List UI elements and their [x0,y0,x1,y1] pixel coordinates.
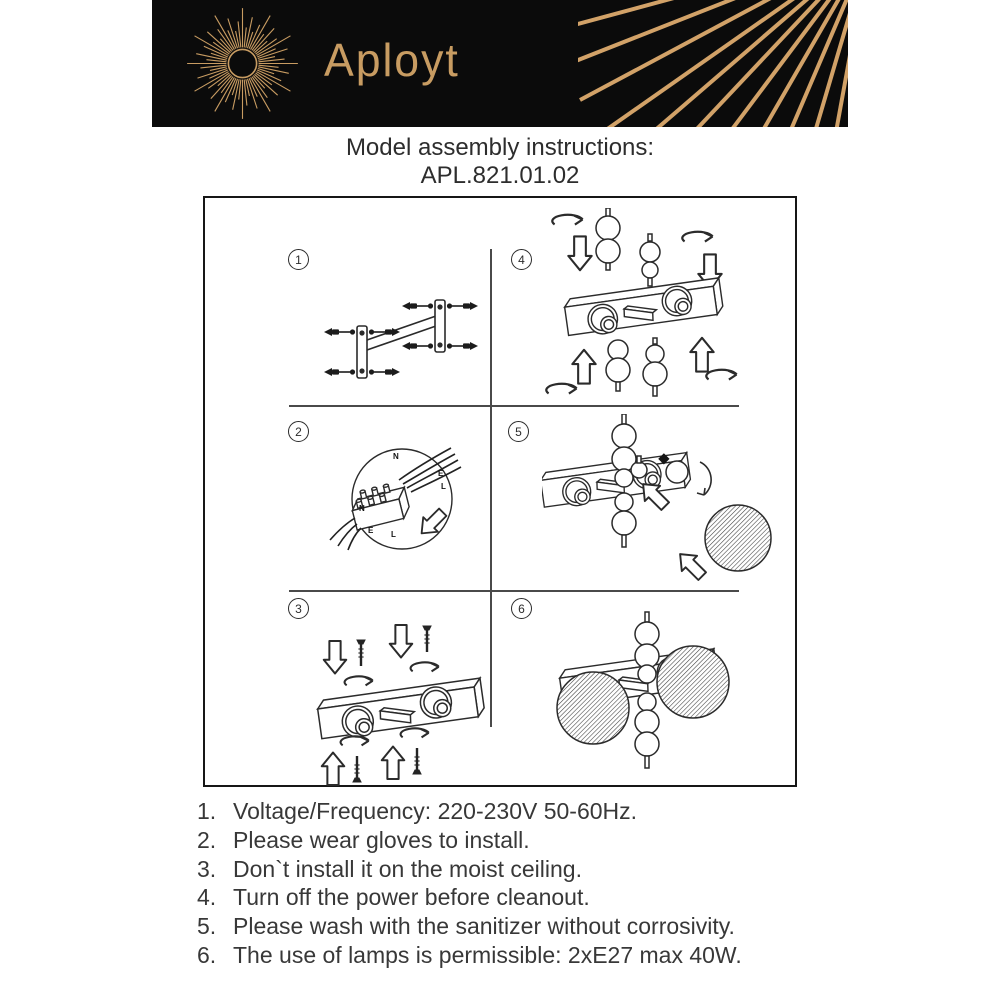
screw-icon [447,302,478,310]
insert-arrow-icon [414,505,450,541]
item-number: 3. [197,855,217,882]
screw-icon [369,328,400,336]
rotation-arrow-icon [682,232,712,242]
glass-shade-sphere [657,646,729,718]
wire-label: E [368,526,374,535]
list-item [197,855,837,884]
down-arrow-icon [324,641,347,674]
brand-logo-text: Aployt [324,34,460,86]
rotation-arrow-icon [706,370,736,380]
item-text: Please wear gloves to install. [233,826,530,853]
rotation-arrow-icon [411,662,439,671]
up-arrow-icon [382,747,405,780]
item-text: Voltage/Frequency: 220-230V 50-60Hz. [233,798,638,824]
item-number: 1. [197,798,217,824]
up-arrow-icon [690,338,713,372]
wire-label: N [393,452,399,461]
screw-icon [402,342,433,350]
panel-6-assembled-fixture-diagram [535,610,785,780]
list-item [197,826,837,855]
instructions-list [197,797,837,970]
grid-divider-horizontal-2 [289,590,739,592]
screw-icon [324,328,355,336]
rotation-arrow-icon [341,736,369,745]
insert-arrow-icon [672,546,709,583]
step-number-badge: 4 [511,249,532,270]
down-arrow-icon [390,625,413,658]
step-number-badge: 6 [511,598,532,619]
assembly-title: Model assembly instructions: [345,134,655,161]
screw-icon [447,342,478,350]
item-text: Don`t install it on the moist ceiling. [233,855,582,882]
panel-1-bracket-diagram [300,280,510,410]
brand-banner [152,0,848,127]
up-arrow-icon [322,753,345,786]
rotation-arrow-icon [546,384,576,394]
item-number: 6. [197,941,217,968]
rays-decoration [578,0,848,127]
step-number-badge: 3 [288,598,309,619]
sunburst-logo-icon [170,0,315,127]
panel-5-bulb-shade-diagram [542,414,792,586]
wire-label: E [438,469,444,478]
screw-icon [357,640,365,666]
up-arrow-icon [572,350,595,384]
backplate [564,278,725,339]
diagram-grid [203,196,797,787]
step-number-badge: 1 [288,249,309,270]
down-arrow-icon [568,236,591,270]
glass-shade-sphere [705,505,771,571]
step-number-badge: 2 [288,421,309,442]
wire-label: L [441,482,446,491]
item-number: 5. [197,913,217,940]
rotation-arrow-icon [552,215,582,225]
terminal-block [348,480,411,530]
screw-icon [369,368,400,376]
rotation-arrow-icon [401,728,429,737]
panel-3-backplate-screws-diagram [285,618,505,786]
step-number-badge: 5 [508,421,529,442]
title-block [0,134,1000,190]
item-text: The use of lamps is permissible: 2xE27 max 40W. [233,941,742,968]
wire-label: N [359,504,365,513]
list-item [197,883,837,912]
bead-chain-bottom [606,338,667,396]
screw-icon [402,302,433,310]
glass-shade-sphere [557,672,629,744]
list-item [197,797,837,826]
supply-wires [399,448,461,492]
item-text: Please wash with the sanitizer without corrosivity. [233,913,735,940]
screw-icon [413,748,421,774]
item-text: Turn off the power before cleanout. [233,884,590,911]
panel-4-bead-stem-diagram [500,208,790,408]
rotation-arrow-icon [697,462,711,495]
screw-icon [324,368,355,376]
list-item [197,912,837,941]
rotation-arrow-icon [345,676,373,685]
item-number: 4. [197,884,217,911]
bead-chain-top [596,208,660,286]
model-number: APL.821.01.02 [420,162,580,189]
wire-label: L [391,530,396,539]
panel-2-wiring-diagram [305,426,499,576]
screw-icon [353,756,361,782]
screw-icon [423,626,431,652]
item-number: 2. [197,826,217,853]
list-item [197,941,837,970]
